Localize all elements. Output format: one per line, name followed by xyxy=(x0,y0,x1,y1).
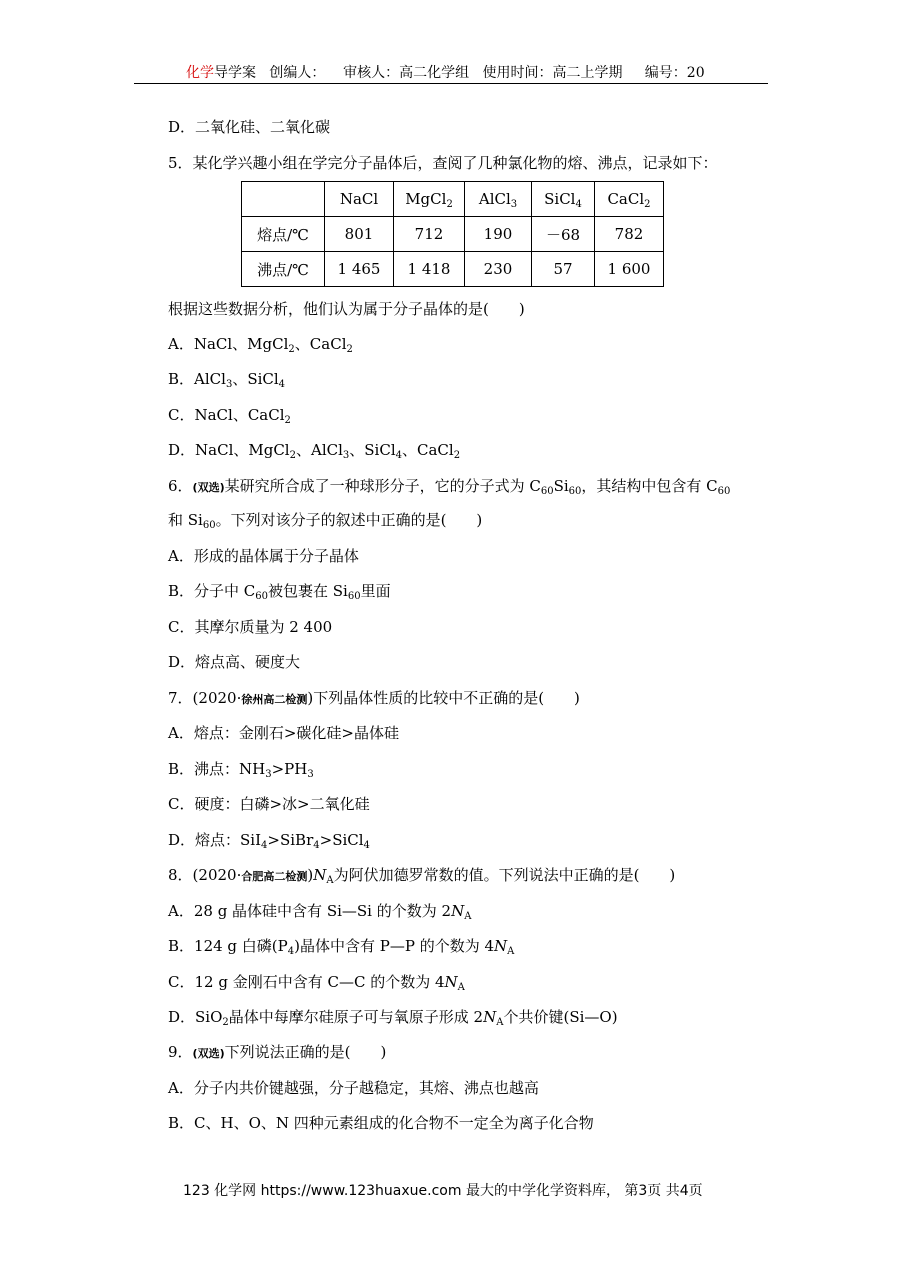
table-cell: 190 xyxy=(465,217,532,252)
q6-stem-line2: 和 $Si_{60}$。下列对该分子的叙述中正确的是( ) xyxy=(168,511,483,531)
table-row xyxy=(242,252,664,287)
q7-source-tag: 徐州高二检测 xyxy=(241,693,308,706)
q6-number: 6． xyxy=(168,477,193,495)
q6-stem-line1: 6．(双选)某研究所合成了一种球形分子，它的分子式为 $C_{60}Si_{60}$，其结构中包含有 $C_{60}$ xyxy=(168,477,731,497)
page-header xyxy=(186,62,705,82)
header-divider xyxy=(134,83,768,84)
q5-option-d: D．NaCl、MgCl$_2$、AlCl$_3$、SiCl$_4$、CaCl$_2$ xyxy=(168,441,461,461)
q9-tag: (双选) xyxy=(192,1047,225,1060)
header-number: 编号：20 xyxy=(644,65,705,81)
col-header-cacl2: CaCl$_2$ xyxy=(595,182,664,217)
table-cell: 782 xyxy=(595,217,664,252)
q9-number: 9． xyxy=(168,1043,193,1061)
q9-option-b: B．C、H、O、N 四种元素组成的化合物不一定全为离子化合物 xyxy=(168,1114,594,1132)
table-cell: 1 465 xyxy=(325,252,394,287)
q7-option-d: D．熔点：SiI$_4$>SiBr$_4$>SiCl$_4$ xyxy=(168,831,370,851)
chloride-data-table xyxy=(241,181,664,287)
table-cell: 1 418 xyxy=(394,252,465,287)
header-reviewer: 审核人：高二化学组 xyxy=(343,65,470,81)
q5-option-b: B．AlCl$_3$、SiCl$_4$ xyxy=(168,370,286,390)
q7-option-b: B．沸点：$NH_3>PH_3$ xyxy=(168,760,314,780)
q5-option-a: A．NaCl、MgCl$_2$、CaCl$_2$ xyxy=(168,335,353,355)
q6-option-a: A．形成的晶体属于分子晶体 xyxy=(168,547,359,565)
q8-source-tag: 合肥高二检测 xyxy=(241,870,308,883)
q8-option-d: D．SiO$_2$晶体中每摩尔硅原子可与氧原子形成 $2N_A$个共价键(Si—O) xyxy=(168,1008,618,1028)
table-cell: －68 xyxy=(532,217,595,252)
page-footer: 123 化学网 https://www.123huaxue.com 最大的中学化学资料库， 第3页 共4页 xyxy=(183,1183,703,1199)
header-author: 创编人： xyxy=(269,65,326,81)
header-title: 导学案 xyxy=(214,65,256,81)
q7-option-c: C．硬度：白磷>冰>二氧化硅 xyxy=(168,795,370,813)
header-time: 使用时间：高二上学期 xyxy=(482,65,623,81)
table-row xyxy=(242,217,664,252)
q8-option-b: B．124 g 白磷$(P_4)$晶体中含有 P—P 的个数为 $4N_A$ xyxy=(168,937,515,957)
row-label: 沸点/℃ xyxy=(242,252,325,287)
q8-prefix: 8．(2020· xyxy=(168,866,242,884)
col-header-alcl3: AlCl$_3$ xyxy=(465,182,532,217)
prev-option-d: D．二氧化硅、二氧化碳 xyxy=(168,118,331,136)
q8-option-a: A．28 g 晶体硅中含有 Si—Si 的个数为 $2N_A$ xyxy=(168,902,472,922)
q5-option-c: C．NaCl、CaCl$_2$ xyxy=(168,406,291,426)
table-header-row xyxy=(242,182,664,217)
q8-option-c: C．12 g 金刚石中含有 C—C 的个数为 $4N_A$ xyxy=(168,973,465,993)
q7-prefix: 7．(2020· xyxy=(168,689,242,707)
table-corner-cell xyxy=(242,182,325,217)
q5-stem: 5．某化学兴趣小组在学完分子晶体后，查阅了几种氯化物的熔、沸点，记录如下： xyxy=(168,154,718,172)
q6-option-b: B．分子中 $C_{60}$被包裹在 $Si_{60}$里面 xyxy=(168,582,391,602)
q6-option-c: C．其摩尔质量为 2 400 xyxy=(168,618,333,636)
q7-option-a: A．熔点：金刚石>碳化硅>晶体硅 xyxy=(168,724,399,742)
table-cell: 57 xyxy=(532,252,595,287)
table-cell: 801 xyxy=(325,217,394,252)
q6-tag: (双选) xyxy=(192,481,225,494)
col-header-mgcl2: MgCl$_2$ xyxy=(394,182,465,217)
table-cell: 230 xyxy=(465,252,532,287)
col-header-sicl4: SiCl$_4$ xyxy=(532,182,595,217)
table-cell: 1 600 xyxy=(595,252,664,287)
q7-stem xyxy=(168,688,580,710)
q8-stem: 8．(2020·合肥高二检测)$N_A$为阿伏加德罗常数的值。下列说法中正确的是( ) xyxy=(168,866,676,886)
q9-option-a: A．分子内共价键越强，分子越稳定，其熔、沸点也越高 xyxy=(168,1079,539,1097)
col-header-nacl: NaCl xyxy=(325,182,394,217)
q5-question: 根据这些数据分析，他们认为属于分子晶体的是( ) xyxy=(168,300,525,318)
q9-stem-text: 下列说法正确的是( ) xyxy=(224,1043,387,1061)
header-subject: 化学 xyxy=(186,65,214,81)
q9-stem xyxy=(168,1042,386,1064)
table-cell: 712 xyxy=(394,217,465,252)
q7-suffix: )下列晶体性质的比较中不正确的是( ) xyxy=(307,689,580,707)
row-label: 熔点/℃ xyxy=(242,217,325,252)
q6-option-d: D．熔点高、硬度大 xyxy=(168,653,301,671)
